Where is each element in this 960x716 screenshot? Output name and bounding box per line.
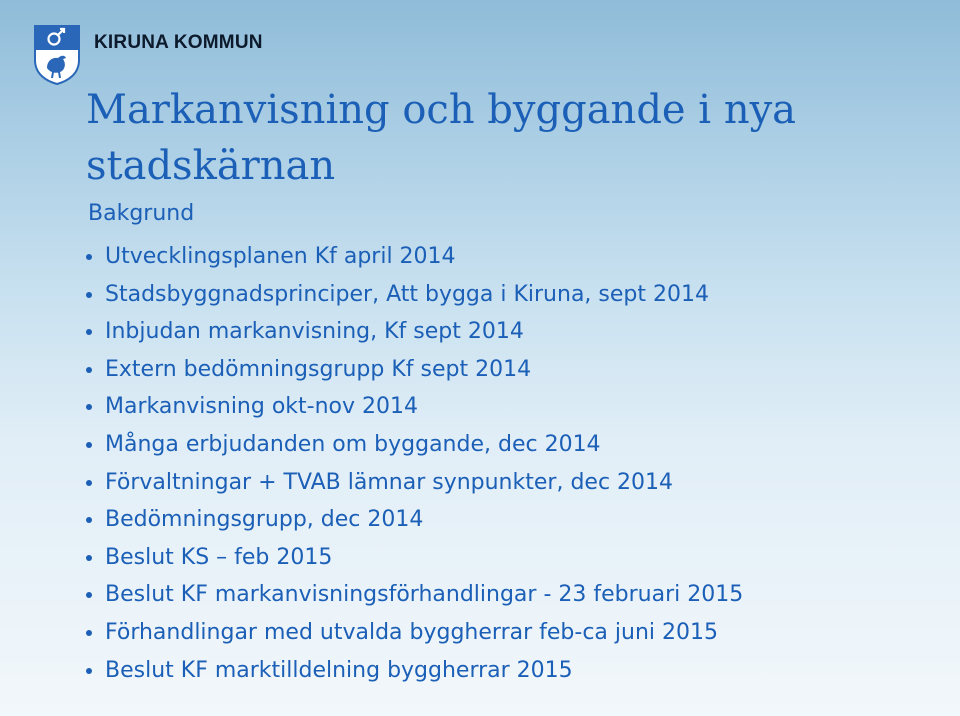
bullet-item	[86, 652, 946, 690]
brand-name: KIRUNA KOMMUN	[94, 32, 263, 53]
bullet-dot-icon	[86, 480, 92, 486]
bullet-text: Stadsbyggnadsprinciper, Att bygga i Kiruna, sept 2014	[105, 281, 709, 307]
bullet-text: Markanvisning okt-nov 2014	[105, 394, 419, 420]
bullet-item	[86, 426, 946, 464]
bullet-dot-icon	[86, 404, 92, 410]
bullet-text: Bedömningsgrupp, dec 2014	[105, 507, 424, 533]
bullet-item	[86, 238, 946, 276]
bullet-item	[86, 313, 946, 351]
bullet-text: Extern bedömningsgrupp Kf sept 2014	[105, 356, 532, 382]
bullet-item	[86, 576, 946, 614]
bullet-item	[86, 614, 946, 652]
bullet-dot-icon	[86, 592, 92, 598]
kiruna-coat-of-arms-icon	[32, 24, 82, 86]
slide-title: Markanvisning och byggande i nya stadskärnan	[86, 87, 797, 189]
bullet-text: Förvaltningar + TVAB lämnar synpunkter, dec 2014	[105, 469, 674, 495]
bullet-text: Beslut KF markanvisningsförhandlingar - 23 februari 2015	[105, 582, 744, 608]
bullet-text: Många erbjudanden om byggande, dec 2014	[105, 431, 601, 457]
bullet-dot-icon	[86, 254, 92, 260]
section-heading: Bakgrund	[88, 201, 195, 226]
bullet-item	[86, 539, 946, 577]
bullet-dot-icon	[86, 555, 92, 561]
bullet-item	[86, 351, 946, 389]
bullet-dot-icon	[86, 442, 92, 448]
bullet-dot-icon	[86, 367, 92, 373]
bullet-text: Utvecklingsplanen Kf april 2014	[105, 244, 456, 269]
bullet-dot-icon	[86, 668, 92, 674]
bullet-text: Inbjudan markanvisning, Kf sept 2014	[105, 319, 524, 345]
bullet-dot-icon	[86, 329, 92, 335]
bullet-dot-icon	[86, 630, 92, 636]
bullet-item	[86, 501, 946, 539]
bullet-item	[86, 276, 946, 314]
bullet-dot-icon	[86, 517, 92, 523]
bullet-list	[86, 238, 946, 689]
bullet-dot-icon	[86, 292, 92, 298]
bullet-item	[86, 464, 946, 502]
bullet-text: Beslut KS – feb 2015	[105, 544, 333, 570]
bullet-item	[86, 388, 946, 426]
bullet-text: Förhandlingar med utvalda byggherrar feb-ca juni 2015	[105, 619, 718, 645]
bullet-text: Beslut KF marktilldelning byggherrar 2015	[105, 657, 573, 683]
